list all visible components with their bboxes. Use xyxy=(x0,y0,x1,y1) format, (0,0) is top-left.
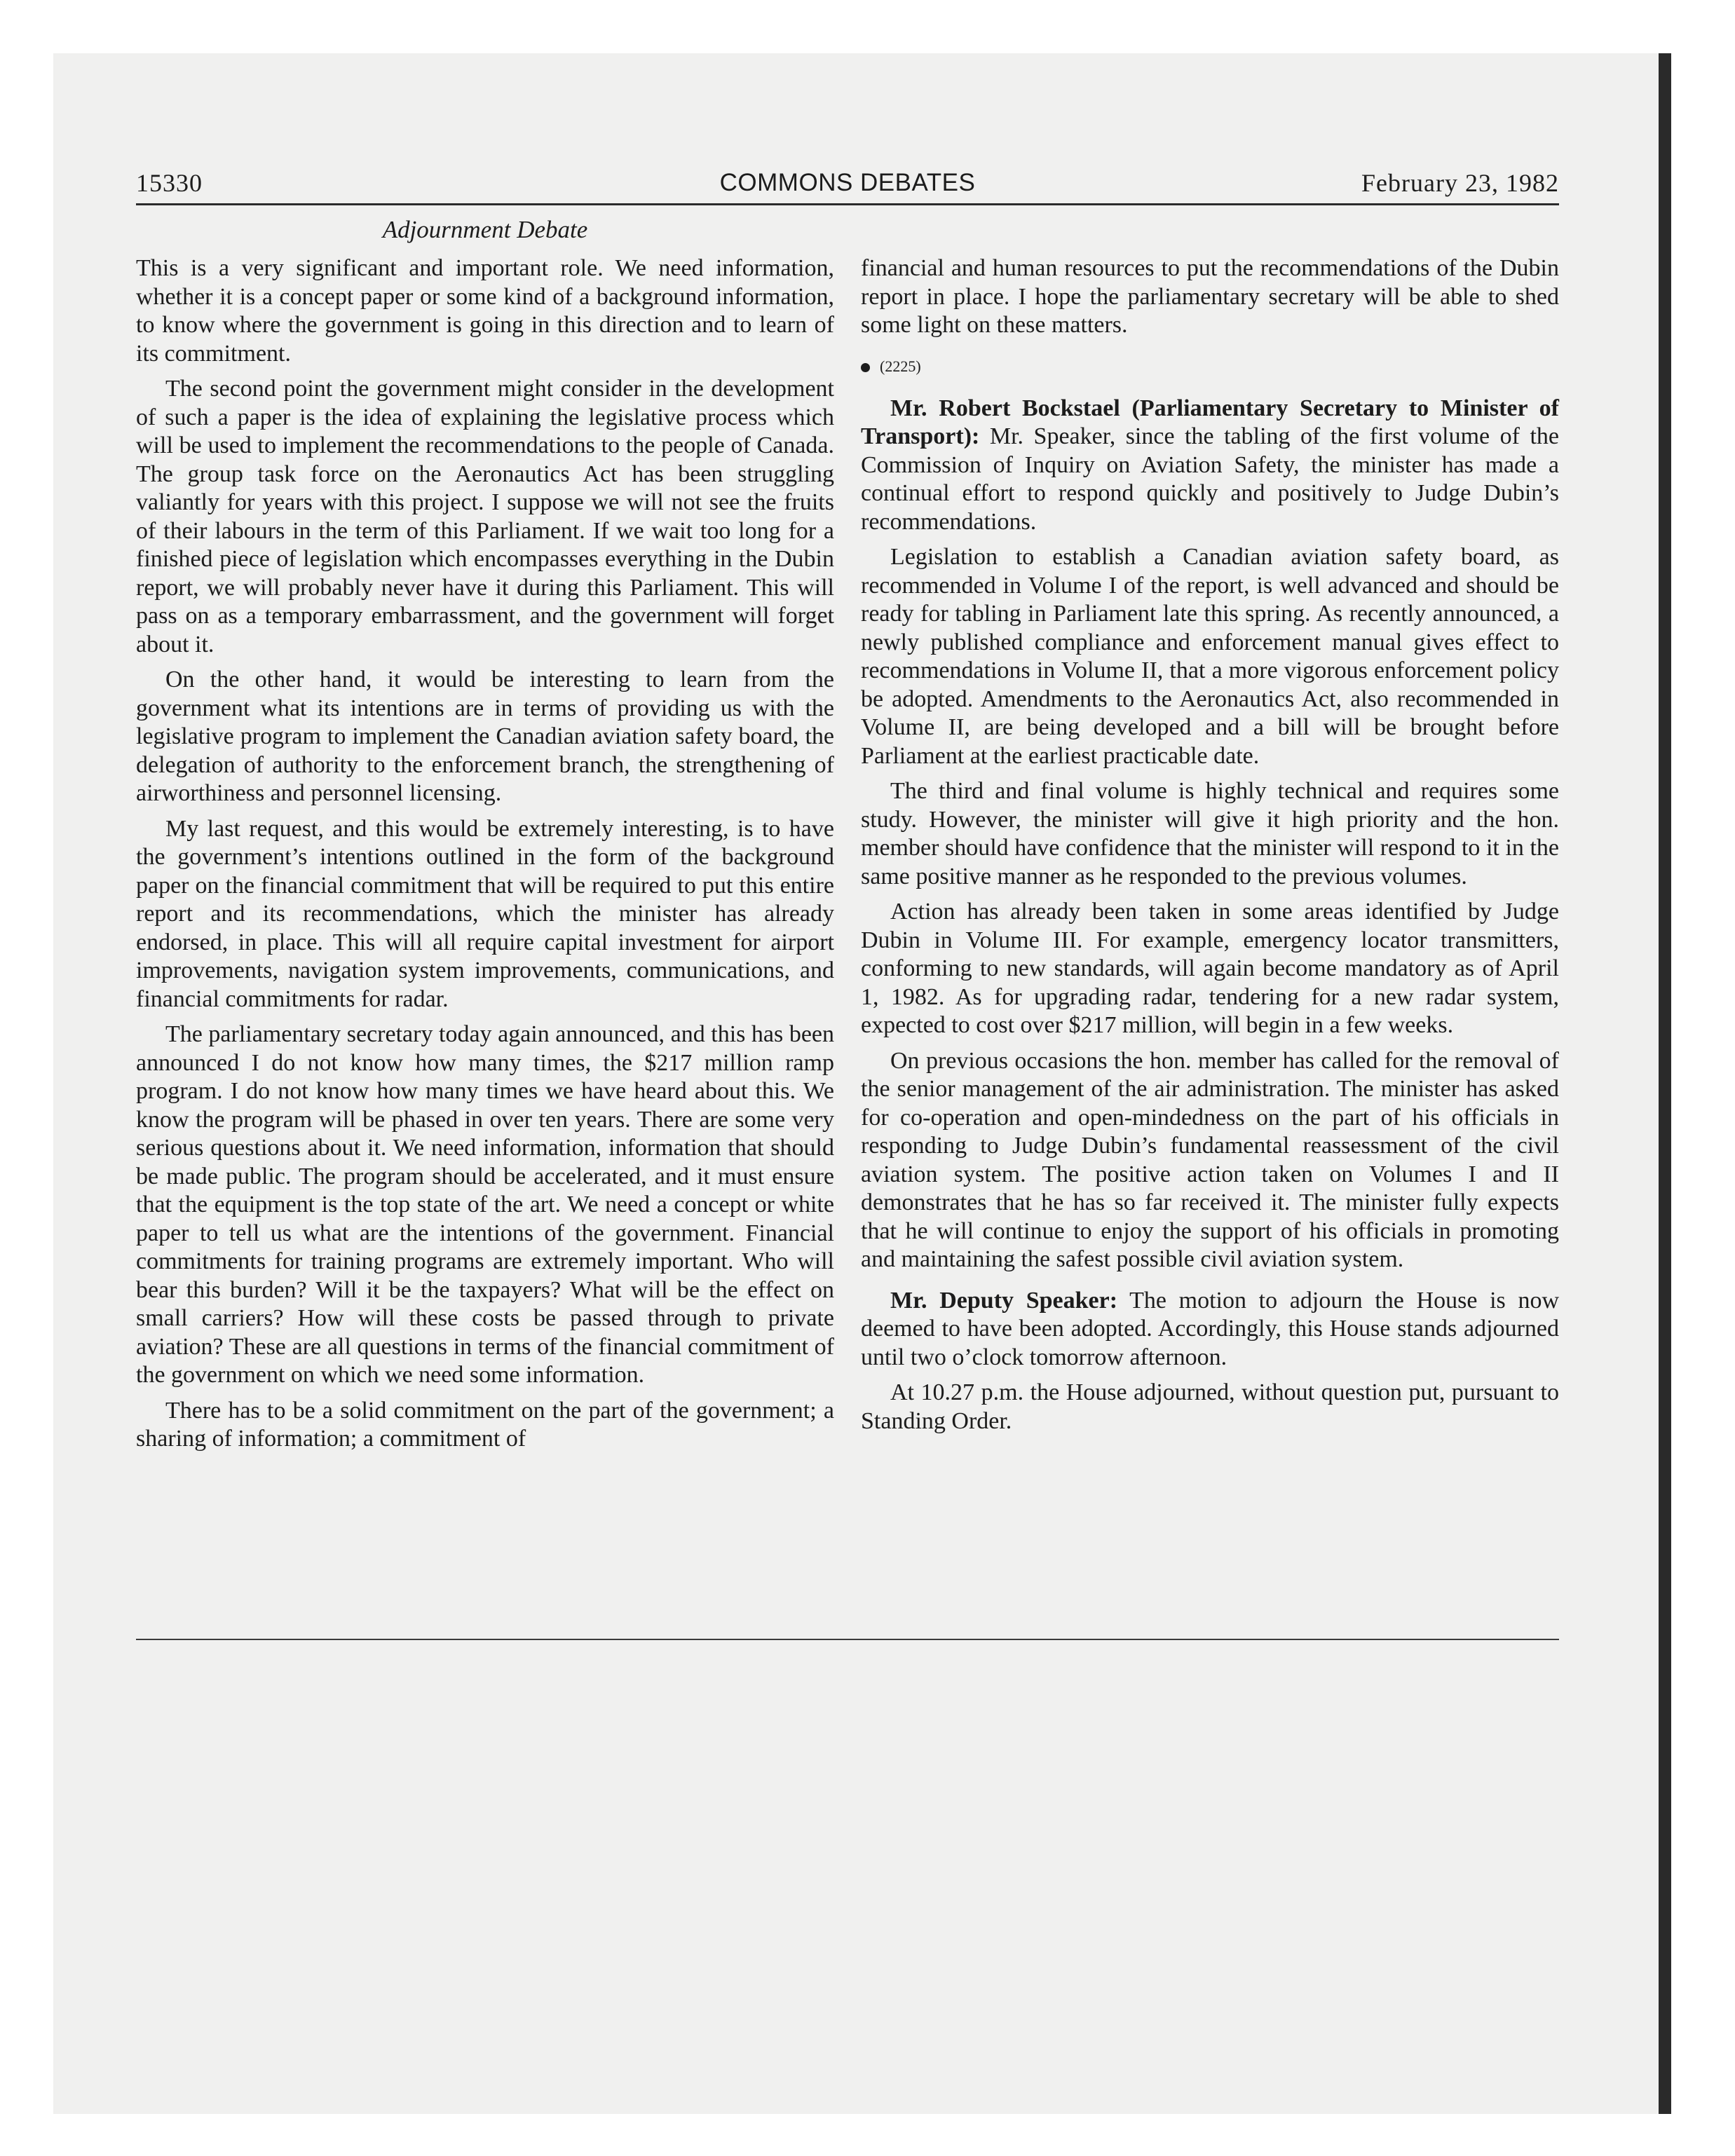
speech-text: Mr. Speaker, since the tabling of the first volume of the Commission of Inquiry on Aviation Safety, the minister has made a continual effort to respond quickly and positively to Judge Dubin’s recommendations. xyxy=(861,423,1560,535)
page-header xyxy=(136,163,1559,205)
scan-edge-shadow xyxy=(1659,53,1671,2114)
paragraph: There has to be a solid commitment on the part of the government; a sharing of information; a commitment of xyxy=(136,1397,834,1452)
time-stamp-label: (2225) xyxy=(880,357,921,375)
paragraph: On previous occasions the hon. member has called for the removal of the senior management of the air administration. The minister has asked for co-operation and open-mindedness on the part of his officials in responding to Judge Dubin’s fundamental reassessment of the civil aviation system. The positive action taken on Volumes I and II demonstrates that he has so far received it. The minister fully expects that he will continue to enjoy the support of his officials in promoting and maintaining the safest possible civil aviation system. xyxy=(861,1047,1559,1272)
speaker-name: Mr. Robert Bockstael (Parliamentary Secretary to Minister of Transport): xyxy=(861,395,1559,449)
publication-title: COMMONS DEBATES xyxy=(719,169,976,196)
left-column xyxy=(136,254,834,1461)
paragraph: The second point the government might consider in the development of such a paper is the idea of explaining the legislative process which will be used to implement the recommendations to the people of Canada. The group task force on the Aeronautics Act has been struggling valiantly for years with this project. I suppose we will not see the fruits of their labours in the term of this Parliament. If we wait too long for a finished piece of legislation which encompasses everything in the Dubin report, we will probably never have it during this Parliament. This will pass on as a temporary embarrassment, and the government will forget about it. xyxy=(136,376,834,657)
speech-paragraph xyxy=(861,1287,1559,1372)
page-number: 15330 xyxy=(136,169,203,197)
footer-rule xyxy=(136,1639,1559,1640)
section-title: Adjournment Debate xyxy=(382,216,588,243)
paragraph: This is a very significant and important role. We need information, whether it is a concept paper or some kind of a background information, to know where the government is going in this direction and to learn of its commitment. xyxy=(136,255,834,367)
document-page xyxy=(136,163,1560,1452)
speech-text: The motion to adjourn the House is now deemed to have been adopted. Accordingly, this House stands adjourned until two o’clock tomorrow afternoon. xyxy=(861,1287,1560,1370)
bullet-icon xyxy=(861,363,870,372)
right-column xyxy=(861,254,1559,1442)
paragraph: At 10.27 p.m. the House adjourned, without question put, pursuant to Standing Order. xyxy=(861,1379,1559,1434)
paragraph: The third and final volume is highly technical and requires some study. However, the minister will give it high priority and the hon. member should have confidence that the minister will respond to it in the same positive manner as he responded to the previous volumes. xyxy=(861,778,1559,889)
paragraph: On the other hand, it would be interesting to learn from the government what its intentions are in terms of providing us with the legislative program to implement the Canadian aviation safety board, the delegation of authority to the enforcement branch, the strengthening of airworthiness and personnel licensing. xyxy=(136,667,834,806)
time-stamp xyxy=(861,353,1559,381)
speaker-name: Mr. Deputy Speaker: xyxy=(890,1287,1118,1314)
speech-paragraph xyxy=(861,395,1559,537)
paragraph: Legislation to establish a Canadian aviation safety board, as recommended in Volume I of the report, is well advanced and should be ready for tabling in Parliament late this spring. As recently announced, a newly published compliance and enforcement manual gives effect to recommendations in Volume II, that a more vigorous enforcement policy be adopted. Amendments to the Aeronautics Act, also recommended in Volume II, are being developed and a bill will be brought before Parliament at the earliest practicable date. xyxy=(861,544,1559,769)
publication-date: February 23, 1982 xyxy=(1361,169,1559,197)
paragraph: financial and human resources to put the recommendations of the Dubin report in place. I hope the parliamentary secretary will be able to shed some light on these matters. xyxy=(861,255,1559,338)
paragraph: Action has already been taken in some areas identified by Judge Dubin in Volume III. For example, emergency locator transmitters, conforming to new standards, will again become mandatory as of April 1, 1982. As for upgrading radar, tendering for a new radar system, expected to cost over $217 million, will begin in a few weeks. xyxy=(861,899,1559,1038)
paragraph: My last request, and this would be extremely interesting, is to have the government’s intentions outlined in the form of the background paper on the financial commitment that will be required to put this entire report and its recommendations, which the minister has already endorsed, in place. This will all require capital investment for airport improvements, navigation system improvements, communications, and financial commitments for radar. xyxy=(136,815,834,1012)
paragraph: The parliamentary secretary today again announced, and this has been announced I do not know how many times, the $217 million ramp program. I do not know how many times we have heard about this. We know the program will be phased in over ten years. There are some very serious questions about it. We need information, information that should be made public. The program should be accelerated, and it must ensure that the equipment is the top state of the art. We need a concept or white paper to tell us what are the intentions of the government. Financial commitments for training programs are extremely important. Who will bear this burden? Will it be the taxpayers? What will be the effect on small carriers? How will these costs be passed through to private aviation? These are all questions in terms of the financial commitment of the government on which we need some information. xyxy=(136,1021,834,1388)
